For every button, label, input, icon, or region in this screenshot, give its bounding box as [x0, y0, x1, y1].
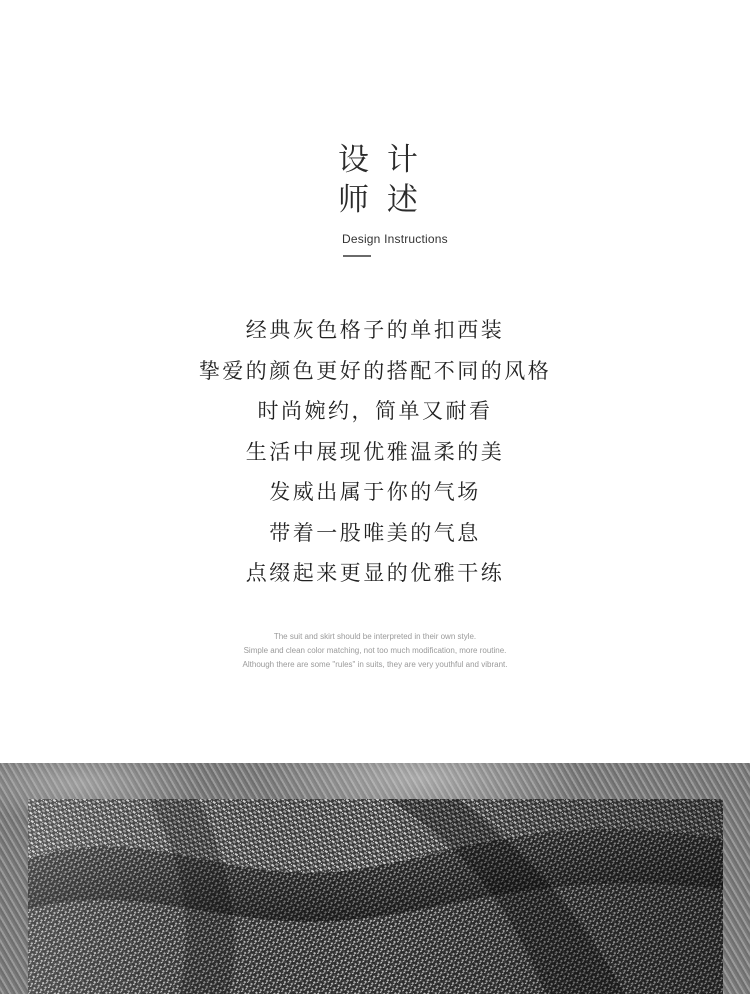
fabric-photo [0, 763, 750, 994]
title-line-1: 设 计 [338, 142, 422, 178]
description-line: 挚爱的颜色更好的搭配不同的风格 [198, 358, 552, 383]
fabric-texture [28, 799, 723, 994]
description-line: 时尚婉约，简单又耐看 [257, 399, 493, 423]
english-description [0, 630, 750, 672]
title-block [338, 140, 428, 220]
title-line-2: 师 述 [338, 182, 422, 218]
description-line: 点缀起来更显的优雅干练 [245, 561, 505, 585]
subtitle: Design Instructions [342, 232, 448, 246]
english-line: Although there are some "rules" in suits, they are very youthful and vibrant. [242, 660, 508, 669]
description-text [0, 310, 750, 594]
description-line: 经典灰色格子的单扣西装 [245, 318, 505, 342]
english-line: The suit and skirt should be interpreted in their own style. [273, 632, 477, 641]
english-line: Simple and clean color matching, not too much modification, more routine. [243, 646, 507, 655]
title-divider [343, 255, 371, 257]
fabric-closeup [28, 799, 723, 994]
description-line: 带着一股唯美的气息 [269, 520, 481, 545]
description-line: 生活中展现优雅温柔的美 [245, 439, 505, 464]
description-line: 发威出属于你的气场 [269, 480, 481, 504]
